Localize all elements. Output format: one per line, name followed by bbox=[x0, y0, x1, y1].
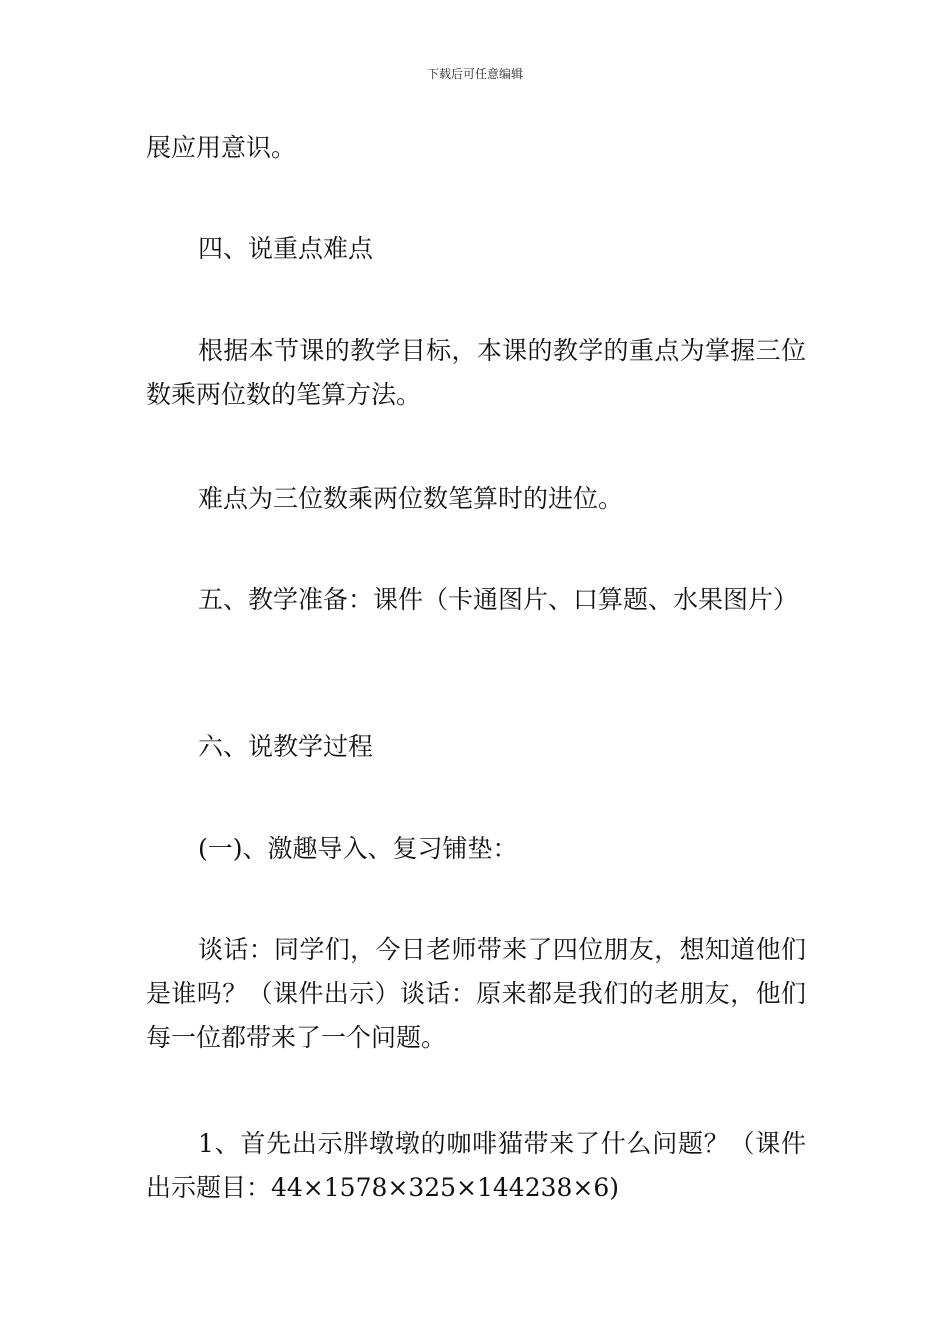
paragraph-item-1: 1、首先出示胖墩墩的咖啡猫带来了什么问题？（课件出示题目：44×1578×325×144238×6) bbox=[146, 1129, 806, 1202]
paragraph-continuation: 展应用意识。 bbox=[146, 133, 297, 162]
section-heading-process: 六、说教学过程 bbox=[198, 732, 374, 761]
subsection-heading-intro: (一)、激趣导入、复习铺垫： bbox=[198, 834, 518, 863]
paragraph-key-points: 根据本节课的教学目标，本课的教学的重点为掌握三位数乘两位数的笔算方法。 bbox=[146, 336, 806, 409]
paragraph-preparation: 五、教学准备：课件（卡通图片、口算题、水果图片） bbox=[198, 585, 799, 614]
section-heading-key-points: 四、说重点难点 bbox=[198, 234, 374, 263]
page-header: 下载后可任意编辑 bbox=[426, 67, 523, 81]
paragraph-difficulty: 难点为三位数乘两位数笔算时的进位。 bbox=[198, 484, 624, 513]
paragraph-dialogue: 谈话：同学们，今日老师带来了四位朋友，想知道他们是谁吗？（课件出示）谈话：原来都是我们的老朋友，他们每一位都带来了一个问题。 bbox=[146, 935, 806, 1052]
